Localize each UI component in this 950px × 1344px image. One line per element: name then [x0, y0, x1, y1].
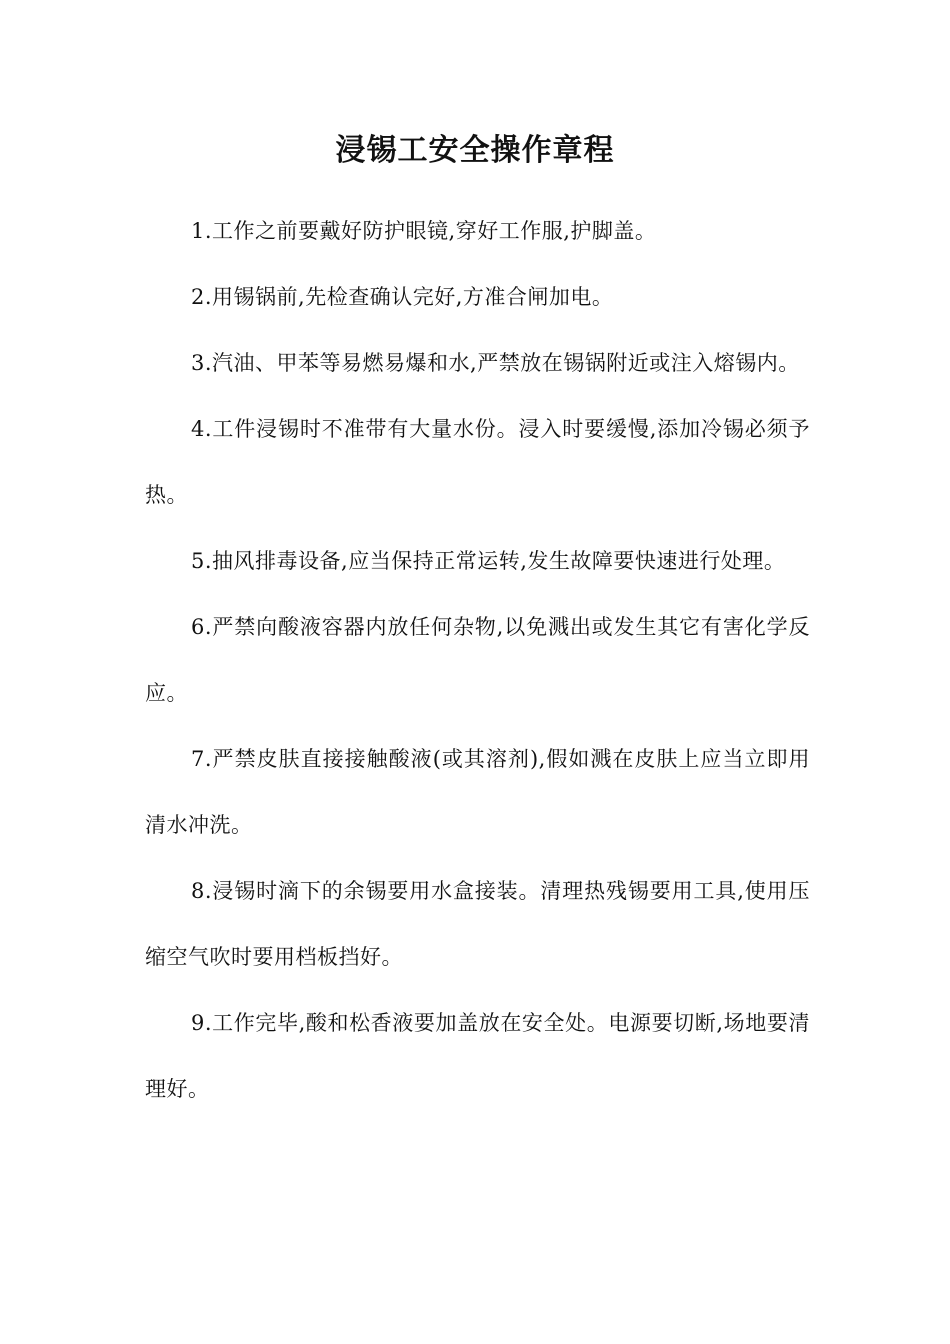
- rule-item-4: 4.工件浸锡时不准带有大量水份。浸入时要缓慢,添加冷锡必须予热。: [145, 417, 810, 507]
- rule-item-3: 3.汽油、甲苯等易燃易爆和水,严禁放在锡锅附近或注入熔锡内。: [191, 351, 800, 375]
- rule-item-6: 6.严禁向酸液容器内放任何杂物,以免溅出或发生其它有害化学反应。: [145, 615, 810, 705]
- rule-item-8: 8.浸锡时滴下的余锡要用水盒接装。清理热残锡要用工具,使用压缩空气吹时要用档板挡好。: [145, 879, 810, 969]
- rule-item-9: 9.工作完毕,酸和松香液要加盖放在安全处。电源要切断,场地要清理好。: [145, 1011, 810, 1101]
- rules-list: [145, 198, 810, 1122]
- rule-item-2: 2.用锡锅前,先检查确认完好,方准合闸加电。: [191, 285, 614, 309]
- rule-item-7: 7.严禁皮肤直接接触酸液(或其溶剂),假如溅在皮肤上应当立即用清水冲洗。: [145, 747, 810, 837]
- rule-item-1: 1.工作之前要戴好防护眼镜,穿好工作服,护脚盖。: [191, 219, 657, 243]
- rule-item-5: 5.抽风排毒设备,应当保持正常运转,发生故障要快速进行处理。: [191, 549, 786, 573]
- document-title: 浸锡工安全操作章程: [335, 133, 615, 168]
